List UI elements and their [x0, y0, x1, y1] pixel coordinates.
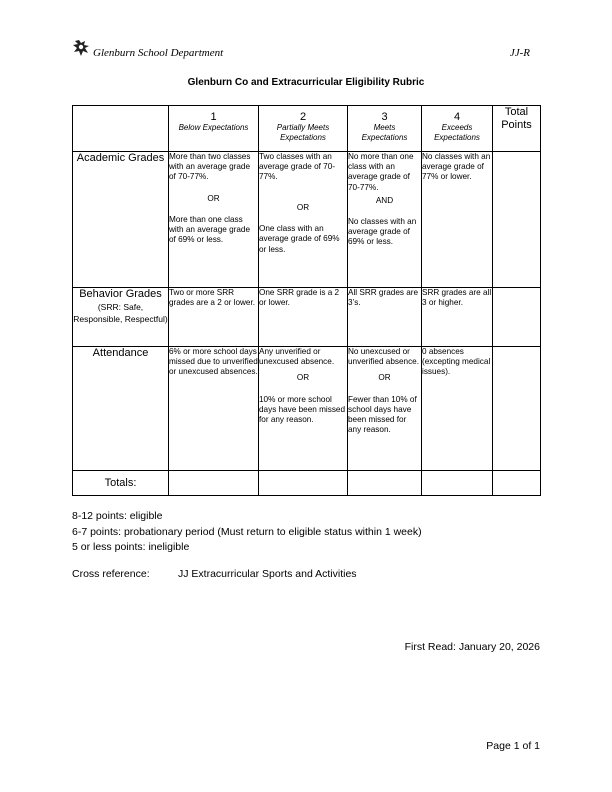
attendance-total-cell: [493, 347, 541, 471]
academic-grades-label: Academic Grades: [73, 152, 169, 288]
totals-cell-1: [169, 471, 259, 496]
academic-grades-row: [73, 152, 541, 288]
scale-ineligible: 5 or less points: ineligible: [72, 541, 190, 553]
rubric-header-row: [73, 106, 541, 152]
attendance-cell-2: Any unverified or unexcused absence. OR 10% or more school days have been missed for any reason.: [259, 347, 348, 471]
page-header: [72, 38, 540, 58]
academic-cell-2: Two classes with an average grade of 70-77%. OR One class with an average grade of 69% or less.: [259, 152, 348, 288]
totals-label: Totals:: [73, 471, 169, 496]
totals-row: [73, 471, 541, 496]
column-header-2: 2 Partially Meets Expectations: [259, 106, 348, 152]
academic-cell-3: No more than one class with an average grade of 70-77%. AND No classes with an average grade of 69% or less.: [348, 152, 422, 288]
blank-header-cell: [73, 106, 169, 152]
behavior-cell-1: Two or more SRR grades are a 2 or lower.: [169, 288, 259, 347]
policy-code: JJ-R: [509, 47, 530, 59]
cross-reference: [72, 568, 357, 580]
first-read-date: First Read: January 20, 2026: [404, 641, 540, 653]
total-points-header: Total Points: [493, 106, 541, 152]
academic-total-cell: [493, 152, 541, 288]
behavior-cell-4: SRR grades are all 3 or higher.: [422, 288, 493, 347]
academic-cell-4: No classes with an average grade of 77% or lower.: [422, 152, 493, 288]
behavior-grades-row: [73, 288, 541, 347]
attendance-cell-4: 0 absences (excepting medical issues).: [422, 347, 493, 471]
eligibility-rubric-table: [72, 105, 541, 496]
scale-eligible: 8-12 points: eligible: [72, 510, 163, 522]
totals-cell-total: [493, 471, 541, 496]
cross-reference-title: JJ Extracurricular Sports and Activities: [178, 568, 357, 580]
behavior-cell-3: All SRR grades are 3’s.: [348, 288, 422, 347]
behavior-total-cell: [493, 288, 541, 347]
scale-probationary: 6-7 points: probationary period (Must return to eligible status within 1 week): [72, 525, 422, 538]
totals-cell-3: [348, 471, 422, 496]
column-header-4: 4 Exceeds Expectations: [422, 106, 493, 152]
attendance-cell-1: 6% or more school days missed due to unverified or unexcused absences.: [169, 347, 259, 471]
district-name: Glenburn School Department: [93, 47, 224, 59]
behavior-grades-label: Behavior Grades (SRR: Safe, Responsible, Respectful): [73, 288, 169, 347]
page-title: Glenburn Co and Extracurricular Eligibility Rubric: [187, 77, 425, 88]
attendance-row: [73, 347, 541, 471]
attendance-cell-3: No unexcused or unverified absence. OR Fewer than 10% of school days have been missed for any reason.: [348, 347, 422, 471]
mascot-logo-icon: [72, 38, 92, 58]
totals-cell-4: [422, 471, 493, 496]
cross-reference-label: Cross reference:: [72, 568, 150, 580]
column-header-3: 3 Meets Expectations: [348, 106, 422, 152]
attendance-label: Attendance: [73, 347, 169, 471]
academic-cell-1: More than two classes with an average grade of 70-77%. OR More than one class with an average grade of 69% or less.: [169, 152, 259, 288]
behavior-cell-2: One SRR grade is a 2 or lower.: [259, 288, 348, 347]
point-scale: [72, 509, 422, 556]
totals-cell-2: [259, 471, 348, 496]
page-number: Page 1 of 1: [486, 740, 540, 752]
column-header-1: 1 Below Expectations: [169, 106, 259, 152]
